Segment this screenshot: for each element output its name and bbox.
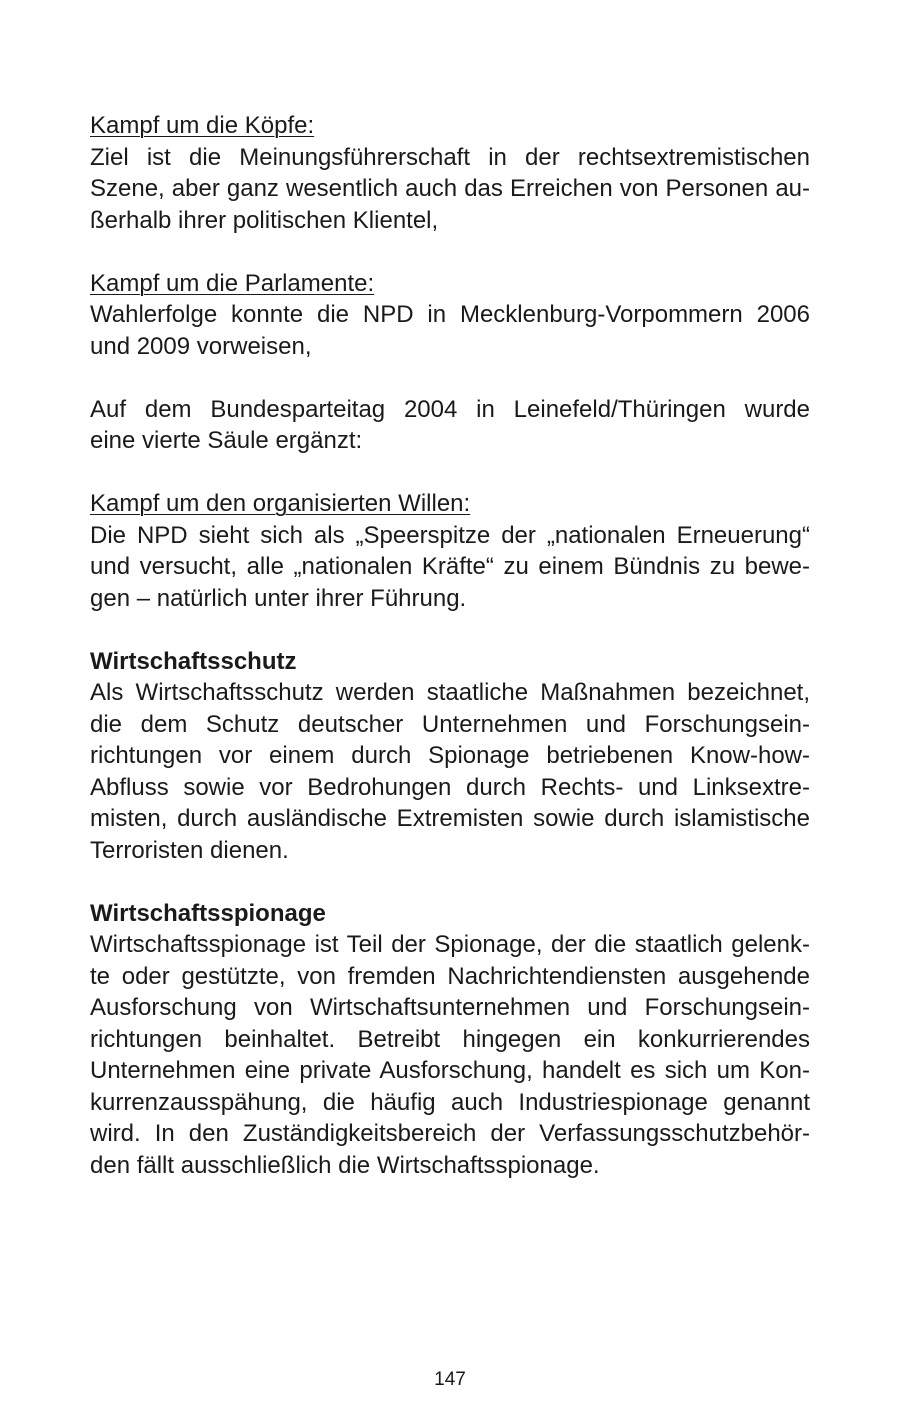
text-line: gen – natürlich unter ihrer Führung. bbox=[90, 584, 467, 612]
text-line: Ausforschung von Wirtschaftsunternehmen und Forschungsein- bbox=[90, 994, 810, 1021]
text-line: Die NPD sieht sich als „Speerspitze der „nationalen Erneuerung“ bbox=[90, 521, 810, 549]
text-line: richtungen beinhaltet. Betreibt hingegen ein konkurrierendes bbox=[90, 1025, 810, 1053]
section-heading: Kampf um die Köpfe: bbox=[90, 112, 315, 139]
section-heading: Wirtschaftsschutz bbox=[90, 647, 297, 675]
text-line: Auf dem Bundesparteitag 2004 in Leinefeld/Thüringen wurde bbox=[90, 395, 810, 423]
text-line: den fällt ausschließlich die Wirtschaftsspionage. bbox=[90, 1151, 600, 1179]
text-line: und 2009 vorweisen, bbox=[90, 332, 312, 360]
text-line: Als Wirtschaftsschutz werden staatliche Maßnahmen bezeichnet, bbox=[90, 679, 810, 706]
text-line: Terroristen dienen. bbox=[90, 836, 289, 864]
text-line: ßerhalb ihrer politischen Klientel, bbox=[90, 206, 439, 234]
text-line: kurrenzausspähung, die häufig auch Industriespionage genannt bbox=[90, 1088, 810, 1116]
section-heading: Kampf um die Parlamente: bbox=[90, 269, 375, 297]
section-heading: Kampf um den organisierten Willen: bbox=[90, 490, 471, 517]
text-line: Abfluss sowie vor Bedrohungen durch Rechts- und Linksextre- bbox=[90, 773, 810, 801]
text-line: Wahlerfolge konnte die NPD in Mecklenburg-Vorpommern 2006 bbox=[90, 301, 810, 328]
text-line: Wirtschaftsspionage ist Teil der Spionage, der die staatlich gelenk- bbox=[90, 931, 810, 958]
text-line: und versucht, alle „nationalen Kräfte“ zu einem Bündnis zu bewe- bbox=[90, 553, 810, 580]
section-wirtschaftsspionage bbox=[90, 898, 810, 1182]
section-heading: Wirtschaftsspionage bbox=[90, 899, 326, 927]
section-bundesparteitag bbox=[90, 394, 810, 457]
section-wirtschaftsschutz bbox=[90, 646, 810, 867]
text-line: te oder gestützte, von fremden Nachrichtendiensten ausgehende bbox=[90, 962, 810, 990]
text-line: Unternehmen eine private Ausforschung, handelt es sich um Kon- bbox=[90, 1057, 810, 1084]
text-line: misten, durch ausländische Extremisten sowie durch islamistische bbox=[90, 805, 810, 832]
text-line: Szene, aber ganz wesentlich auch das Erreichen von Personen au- bbox=[90, 175, 810, 202]
text-line: richtungen vor einem durch Spionage betriebenen Know-how- bbox=[90, 742, 810, 769]
text-line: Ziel ist die Meinungsführerschaft in der rechtsextremistischen bbox=[90, 143, 810, 171]
section-kampf-um-die-koepfe bbox=[90, 110, 810, 236]
page-body bbox=[90, 110, 810, 1213]
text-line: eine vierte Säule ergänzt: bbox=[90, 427, 363, 454]
section-kampf-um-die-parlamente bbox=[90, 268, 810, 363]
section-kampf-um-den-organisierten-willen bbox=[90, 488, 810, 614]
text-line: wird. In den Zuständigkeitsbereich der Verfassungsschutzbehör- bbox=[90, 1120, 810, 1147]
page-number: 147 bbox=[434, 1369, 466, 1390]
text-line: die dem Schutz deutscher Unternehmen und Forschungsein- bbox=[90, 710, 810, 738]
